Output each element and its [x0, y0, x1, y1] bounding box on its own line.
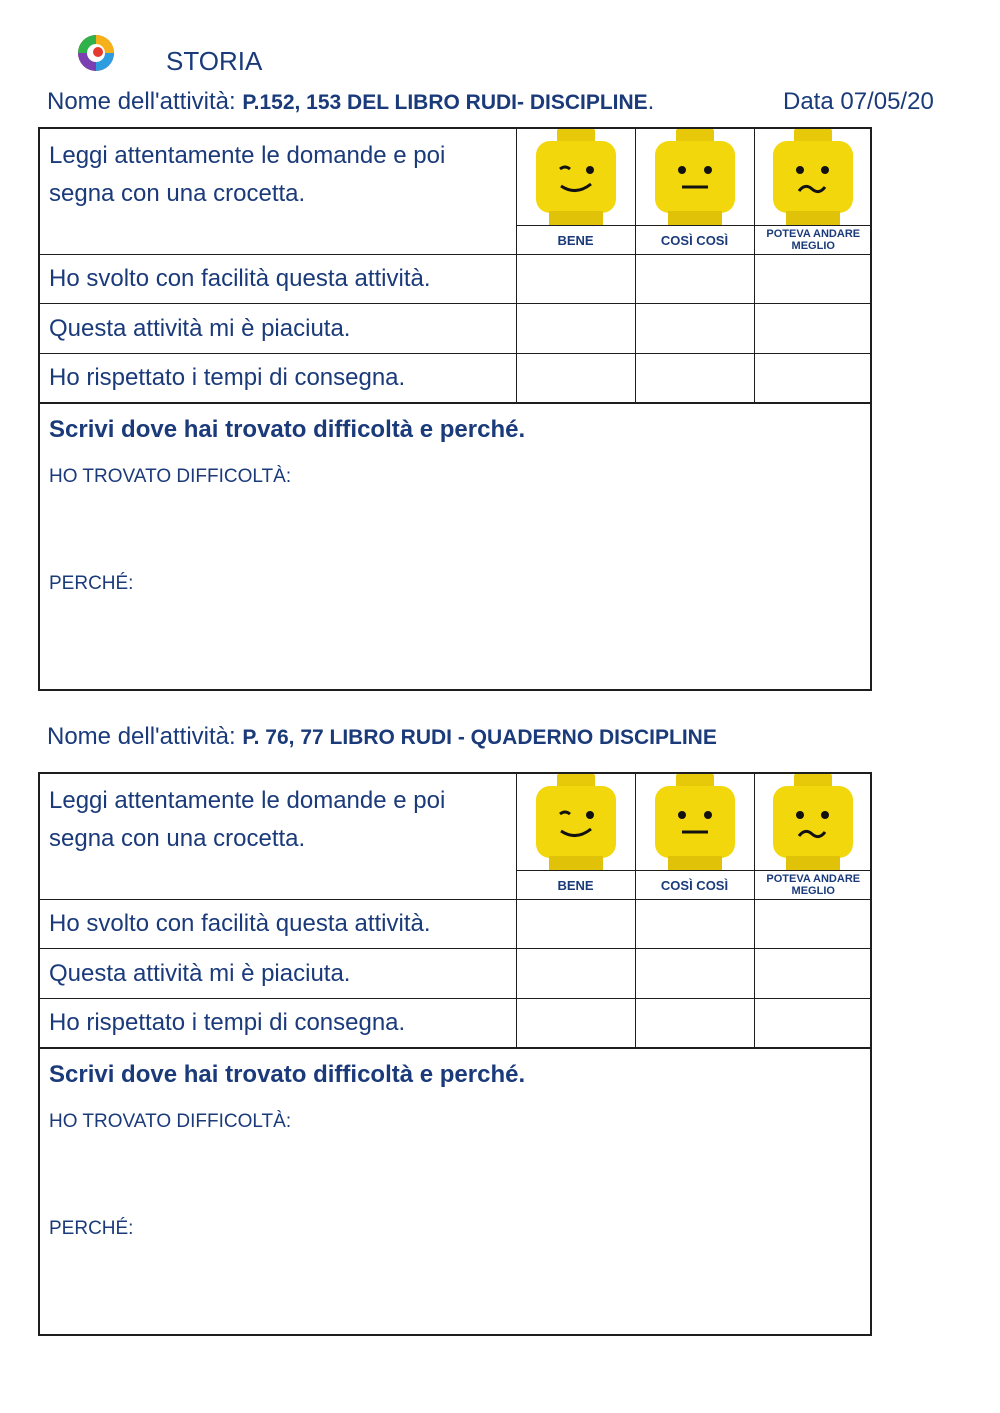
rating-header-could-be-better: [754, 129, 872, 255]
why-answer-area[interactable]: [49, 1247, 858, 1307]
checkbox-cell-could-be-better[interactable]: [754, 304, 872, 354]
checkbox-cell-so-so[interactable]: [635, 900, 754, 949]
checkbox-cell-good[interactable]: [516, 304, 635, 354]
rating-label-could-be-better: POTEVA ANDARE MEGLIO: [766, 873, 861, 897]
difficulty-section-title: Scrivi dove hai trovato difficoltà e perché.: [49, 416, 526, 443]
self-assessment-table: [40, 774, 872, 1048]
activity-name-label: Nome dell'attività:: [47, 88, 243, 115]
activity-name-label: Nome dell'attività:: [47, 723, 243, 750]
why-label: PERCHÉ:: [49, 1218, 134, 1239]
difficulty-label: HO TROVATO DIFFICOLTÀ:: [49, 1111, 292, 1132]
rating-label-so-so: COSÌ COSÌ: [660, 877, 729, 893]
winking-lego-face-icon: [530, 129, 622, 225]
subject-title: STORIA: [166, 46, 263, 76]
checkbox-cell-could-be-better[interactable]: [754, 900, 872, 949]
activity-name-line: [47, 88, 654, 116]
self-assessment-table: [40, 129, 872, 403]
difficulty-section: [40, 403, 870, 689]
activity-name-line: [47, 723, 717, 751]
why-label: PERCHÉ:: [49, 573, 134, 594]
question-text: Ho svolto con facilità questa attività.: [40, 900, 516, 949]
rating-header-good: [516, 129, 635, 255]
table-row: [40, 255, 872, 304]
checkbox-cell-good[interactable]: [516, 255, 635, 304]
difficulty-section-title: Scrivi dove hai trovato difficoltà e perché.: [49, 1061, 526, 1088]
question-text: Ho rispettato i tempi di consegna.: [40, 354, 516, 403]
neutral-lego-face-icon: [649, 129, 741, 225]
table-row: [40, 999, 872, 1048]
checkbox-cell-good[interactable]: [516, 900, 635, 949]
activity-name-suffix: .: [647, 88, 655, 115]
difficulty-label: HO TROVATO DIFFICOLTÀ:: [49, 466, 292, 487]
question-text: Ho rispettato i tempi di consegna.: [40, 999, 516, 1048]
question-text: Questa attività mi è piaciuta.: [40, 304, 516, 354]
checkbox-cell-good[interactable]: [516, 949, 635, 999]
rating-label-could-be-better: POTEVA ANDARE MEGLIO: [766, 228, 861, 252]
rating-label-good: BENE: [557, 877, 594, 893]
table-row: [40, 900, 872, 949]
table-row: [40, 354, 872, 403]
unsure-lego-face-icon: [767, 774, 859, 870]
unsure-lego-face-icon: [767, 129, 859, 225]
difficulty-answer-area[interactable]: [49, 494, 858, 554]
checkbox-cell-so-so[interactable]: [635, 255, 754, 304]
activity-name-value: P.152, 153 DEL LIBRO RUDI- DISCIPLINE: [242, 91, 648, 114]
checkbox-cell-so-so[interactable]: [635, 304, 754, 354]
table-row: [40, 949, 872, 999]
checkbox-cell-could-be-better[interactable]: [754, 949, 872, 999]
table-header-row: [40, 129, 872, 255]
checkbox-cell-good[interactable]: [516, 999, 635, 1048]
rainbow-swirl-logo-icon: [76, 33, 116, 73]
difficulty-section: [40, 1048, 870, 1334]
instruction-text: Leggi attentamente le domande e poi segna con una crocetta.: [40, 774, 516, 900]
checkbox-cell-so-so[interactable]: [635, 354, 754, 403]
neutral-lego-face-icon: [649, 774, 741, 870]
instruction-text: Leggi attentamente le domande e poi segna con una crocetta.: [40, 129, 516, 255]
rating-label-good: BENE: [557, 232, 594, 248]
self-assessment-card: [38, 772, 872, 1336]
date-label: Data 07/05/20: [783, 88, 934, 115]
winking-lego-face-icon: [530, 774, 622, 870]
activity-name-value: P. 76, 77 LIBRO RUDI - QUADERNO DISCIPLINE: [242, 726, 717, 749]
self-assessment-card: [38, 127, 872, 691]
question-text: Ho svolto con facilità questa attività.: [40, 255, 516, 304]
rating-header-so-so: [635, 129, 754, 255]
difficulty-answer-area[interactable]: [49, 1139, 858, 1199]
checkbox-cell-could-be-better[interactable]: [754, 354, 872, 403]
checkbox-cell-so-so[interactable]: [635, 949, 754, 999]
checkbox-cell-so-so[interactable]: [635, 999, 754, 1048]
why-answer-area[interactable]: [49, 602, 858, 662]
table-row: [40, 304, 872, 354]
checkbox-cell-good[interactable]: [516, 354, 635, 403]
question-text: Questa attività mi è piaciuta.: [40, 949, 516, 999]
checkbox-cell-could-be-better[interactable]: [754, 255, 872, 304]
checkbox-cell-could-be-better[interactable]: [754, 999, 872, 1048]
rating-label-so-so: COSÌ COSÌ: [660, 232, 729, 248]
rating-header-so-so: [635, 774, 754, 900]
table-header-row: [40, 774, 872, 900]
rating-header-good: [516, 774, 635, 900]
rating-header-could-be-better: [754, 774, 872, 900]
